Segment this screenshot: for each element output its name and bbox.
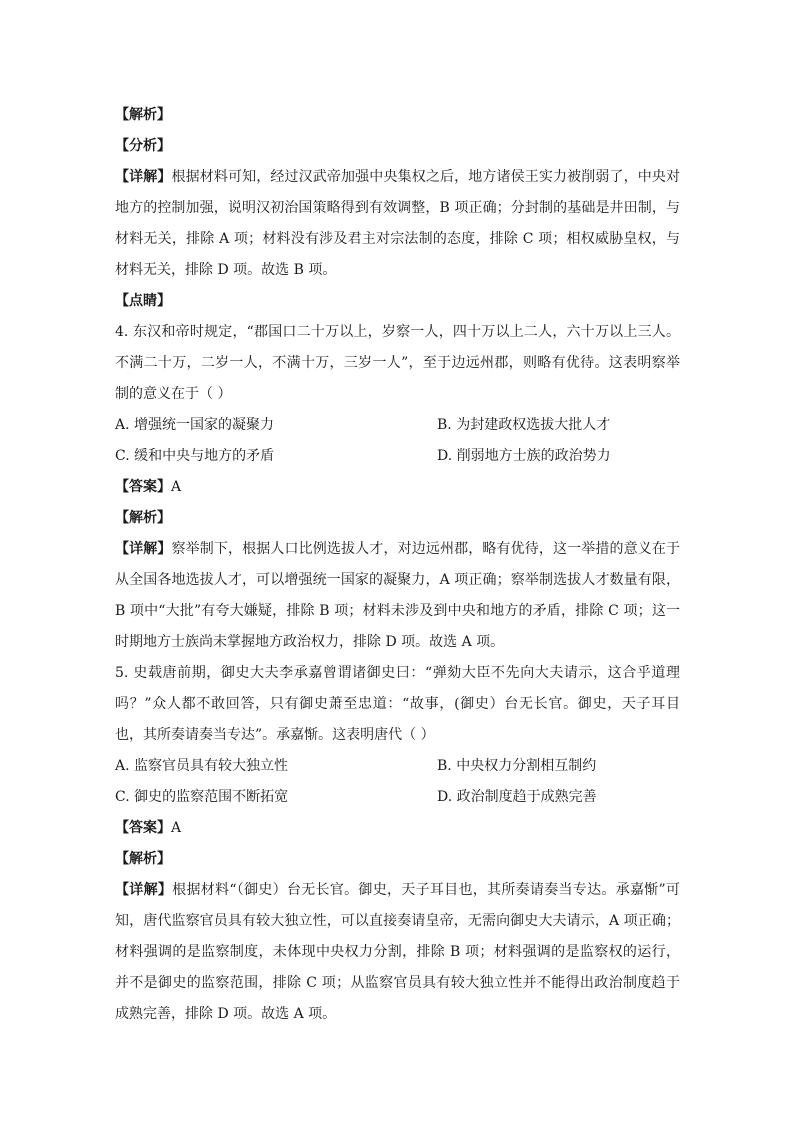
q5-stem: 5. 史载唐前期，御史大夫李承嘉曾谓诸御史曰：“弹劾大臣不先向大夫请示，这合乎道理吗？”众人都不敢回答，只有御史萧至忠道：“故事，(御史）台无长官。御史，天子耳目也，其所奏请奏当专达”。承嘉惭。这表明唐代（ ） (115, 665, 680, 743)
q4-detail-paragraph (115, 534, 680, 658)
answer-label: 【答案】 (115, 820, 171, 836)
detail-label: 【详解】 (115, 882, 173, 898)
q5-option-d: D. 政治制度趋于成熟完善 (437, 789, 597, 805)
detail-label: 【详解】 (115, 541, 172, 557)
analysis-heading: 【解析】 (115, 107, 171, 123)
q5-analysis-heading: 【解析】 (115, 851, 171, 867)
q3-detail-paragraph (115, 162, 680, 286)
q4-detail-text: 察举制下，根据人口比例选拔人才，对边远州郡，略有优待，这一举措的意义在于从全国各地选拔人才，可以增强统一国家的凝聚力，A 项正确；察举制选拔人才数量有限，B 项中“大批”有夸大嫌疑，排除 B 项；材料未涉及到中央和地方的矛盾，排除 C 项；这一时期地方士族尚未掌握地方政治权力，排除 D 项。故选 A 项。 (115, 541, 681, 650)
q4-answer (115, 472, 680, 503)
document-page (115, 100, 680, 1030)
q4-stem: 4. 东汉和帝时规定，“郡国口二十万以上，岁察一人，四十万以上二人，六十万以上三人。不满二十万，二岁一人，不满十万，三岁一人”，至于边远州郡，则略有优待。这表明察举制的意义在于（ ） (115, 324, 680, 402)
q5-option-a: A. 监察官员具有较大独立性 (115, 758, 289, 774)
q4-option-d: D. 削弱地方士族的政治势力 (437, 448, 611, 464)
q5-option-b: B. 中央权力分割相互制约 (437, 758, 597, 774)
q4-analysis-heading: 【解析】 (115, 510, 171, 526)
q5-answer-value: A (171, 820, 182, 836)
q4-options-row-1 (115, 410, 680, 441)
q4-option-b: B. 为封建政权选拔大批人才 (437, 417, 611, 433)
q5-option-c: C. 御史的监察范围不断拓宽 (115, 789, 289, 805)
detail-label: 【详解】 (115, 169, 172, 185)
answer-label: 【答案】 (115, 479, 171, 495)
q5-options-row-2 (115, 782, 680, 813)
key-point-heading: 【点睛】 (115, 293, 171, 309)
q4-option-a: A. 增强统一国家的凝聚力 (115, 417, 275, 433)
q4-option-c: C. 缓和中央与地方的矛盾 (115, 448, 275, 464)
q4-options-row-2 (115, 441, 680, 472)
q5-detail-paragraph (115, 875, 680, 1030)
q4-answer-value: A (171, 479, 182, 495)
q5-answer (115, 813, 680, 844)
q5-detail-text: 根据材料“（御史）台无长官。御史，天子耳目也，其所奏请奏当专达。承嘉惭”可知，唐代监察官员具有较大独立性，可以直接奏请皇帝，无需向御史大夫请示，A 项正确；材料强调的是监察制度，未体现中央权力分割，排除 B 项；材料强调的是监察权的运行，并不是御史的监察范围，排除 C 项；从监察官员具有较大独立性并不能得出政治制度趋于成熟完善，排除 D 项。故选 A 项。 (115, 882, 681, 1022)
analysis-subheading: 【分析】 (115, 138, 171, 154)
q3-detail-text: 根据材料可知，经过汉武帝加强中央集权之后，地方诸侯王实力被削弱了，中央对地方的控制加强，说明汉初治国策略得到有效调整，B 项正确；分封制的基础是井田制，与材料无关，排除 A 项；材料没有涉及君主对宗法制的态度，排除 C 项；相权威胁皇权，与材料无关，排除 D 项。故选 B 项。 (115, 169, 681, 278)
q5-options-row-1 (115, 751, 680, 782)
